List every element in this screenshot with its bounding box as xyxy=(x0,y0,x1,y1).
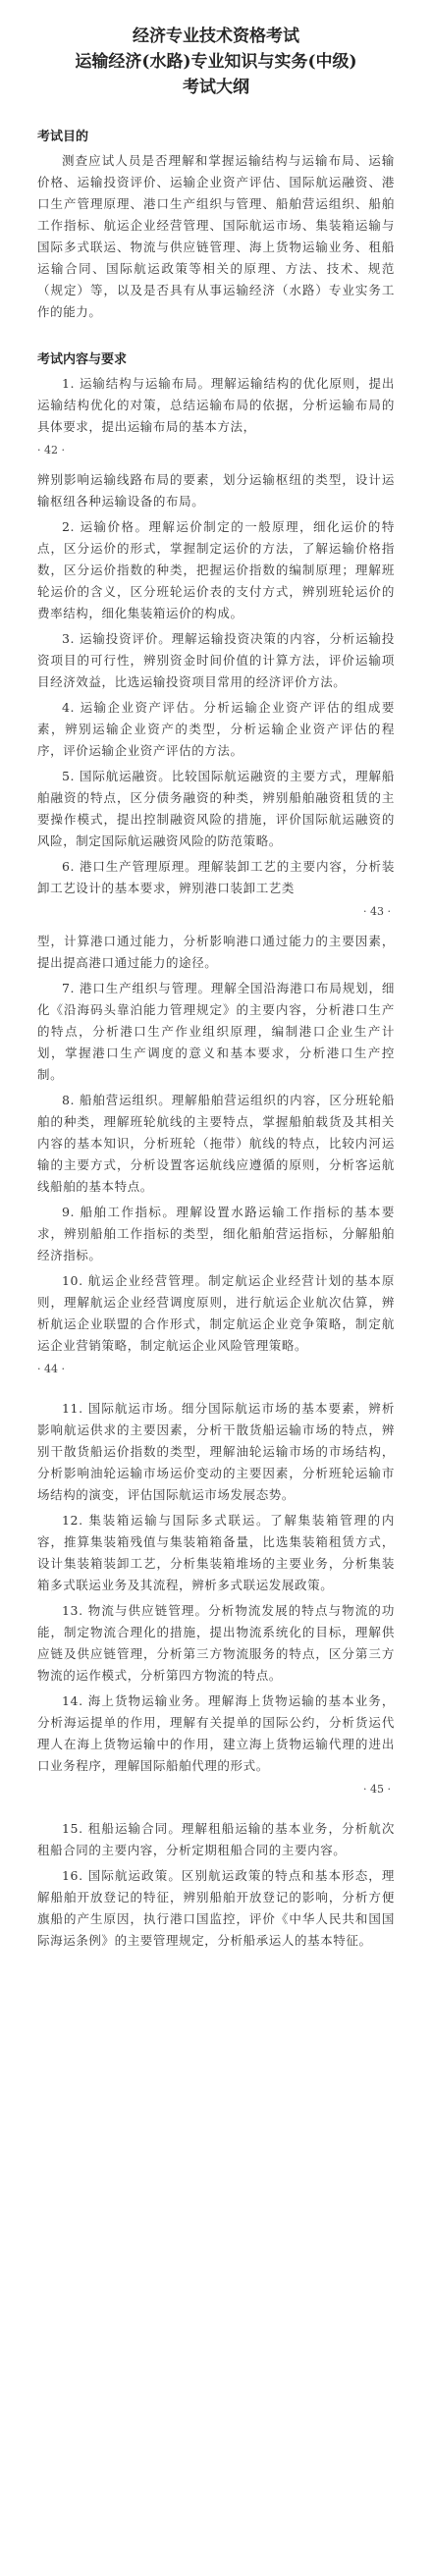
title-line-1: 经济专业技术资格考试 xyxy=(133,27,299,46)
purpose-paragraph: 测查应试人员是否理解和掌握运输结构与运输布局、运输价格、运输投资评价、运输企业资产评估、国际航运融资、港口生产管理原理、港口生产组织与管理、船舶营运组织、船舶工作指标、航运企业经营管理、国际航运市场、集装箱运输与国际多式联运、物流与供应链管理、海上货物运输业务、租船运输合同、国际航运政策等相关的原理、方法、技术、规范（规定）等，以及是否具有从事运输经济（水路）专业实务工作的能力。 xyxy=(37,153,395,319)
content-item-5: 5. 国际航运融资。比较国际航运融资的主要方式，理解船舶融资的特点，区分债务融资的种类，辨别船舶融资租赁的主要操作模式，提出控制融资风险的措施，评价国际航运融资的风险，制定国际航运融资风险的防范策略。 xyxy=(37,769,395,848)
content-item-10: 10. 航运企业经营管理。制定航运企业经营计划的基本原则，理解航运企业经营调度原则，进行航运企业航次估算，辨析航运企业联盟的合作形式，制定航运企业竞争策略，制定航运企业营销策略，制定航运企业风险管理策略。 xyxy=(37,1273,395,1353)
page-number-42: · 42 · xyxy=(37,444,65,456)
content-item-13: 13. 物流与供应链管理。分析物流发展的特点与物流的功能，制定物流合理化的措施，提出物流系统化的目标，理解供应链及供应链管理，分析第三方物流服务的特点，区分第三方物流的运作模式，分析第四方物流的特点。 xyxy=(37,1603,395,1683)
content-item-1: 1. 运输结构与运输布局。理解运输结构的优化原则，提出运输结构优化的对策，总结运输布局的依据，分析运输布局的具体要求，提出运输布局的基本方法， xyxy=(37,376,395,434)
content-item-6-continued: 型，计算港口通过能力，分析影响港口通过能力的主要因素，提出提高港口通过能力的途径。 xyxy=(37,934,395,970)
page-number-43: · 43 · xyxy=(363,905,391,918)
section-heading-purpose: 考试目的 xyxy=(37,130,89,144)
content-item-2: 2. 运输价格。理解运价制定的一般原理，细化运价的特点，区分运价的形式，掌握制定运价的方法，了解运输价格指数，区分运价指数的种类，把握运价指数的编制原理；理解班轮运价的含义，区分班轮运价表的支付方式，辨别班轮运价的费率结构，细化集装箱运价的构成。 xyxy=(37,519,395,620)
content-item-15: 15. 租船运输合同。理解租船运输的基本业务，分析航次租船合同的主要内容，分析定期租船合同的主要内容。 xyxy=(37,1821,395,1857)
content-item-4: 4. 运输企业资产评估。分析运输企业资产评估的组成要素，辨别运输企业资产的类型，分析运输企业资产评估的程序，评价运输企业资产评估的方法。 xyxy=(37,700,395,758)
content-item-1-continued: 辨别影响运输线路布局的要素，划分运输枢纽的类型，设计运输枢纽各种运输设备的布局。 xyxy=(37,472,395,509)
content-item-3: 3. 运输投资评价。理解运输投资决策的内容，分析运输投资项目的可行性，辨别资金时间价值的计算方法，评价运输项目经济效益，比选运输投资项目常用的经济评价方法。 xyxy=(37,631,395,689)
page-number-45: · 45 · xyxy=(363,1783,391,1796)
title-line-3: 考试大纲 xyxy=(183,78,249,97)
content-item-12: 12. 集装箱运输与国际多式联运。了解集装箱管理的内容，推算集装箱残值与集装箱箱备量，比选集装箱租赁方式，设计集装箱装卸工艺，分析集装箱堆场的主要业务，分析集装箱多式联运业务及其流程，辨析多式联运发展政策。 xyxy=(37,1513,395,1592)
section-heading-content: 考试内容与要求 xyxy=(37,352,128,367)
title-line-2: 运输经济(水路)专业知识与实务(中级) xyxy=(75,52,357,72)
content-item-16: 16. 国际航运政策。区别航运政策的特点和基本形态，理解船舶开放登记的特征，辨别船舶开放登记的影响，分析方便旗船的产生原因，执行港口国监控，评价《中华人民共和国国际海运条例》的主要管理规定，分析船承运人的基本特征。 xyxy=(37,1868,395,1948)
document-title xyxy=(37,24,395,100)
content-item-9: 9. 船舶工作指标。理解设置水路运输工作指标的基本要求，辨别船舶工作指标的类型，细化船舶营运指标，分解船舶经济指标。 xyxy=(37,1205,395,1262)
content-item-11: 11. 国际航运市场。细分国际航运市场的基本要素，辨析影响航运供求的主要因素，分析干散货船运输市场的特点，辨别干散货船运价指数的类型，理解油轮运输市场的市场结构，分析影响油轮运输市场运价变动的主要因素，分析班轮运输市场结构的演变，评估国际航运市场发展态势。 xyxy=(37,1401,395,1502)
content-item-14: 14. 海上货物运输业务。理解海上货物运输的基本业务，分析海运提单的作用，理解有关提单的国际公约，分析货运代理人在海上货物运输中的作用，建立海上货物运输代理的进出口业务程序，理解国际船舶代理的形式。 xyxy=(37,1693,395,1773)
content-item-6: 6. 港口生产管理原理。理解装卸工艺的主要内容，分析装卸工艺设计的基本要求，辨别港口装卸工艺类 xyxy=(37,859,395,895)
content-item-8: 8. 船舶营运组织。理解船舶营运组织的内容，区分班轮船舶的种类，理解班轮航线的主要特点，掌握船舶载货及其相关内容的基本知识，分析班轮（拖带）航线的特点，比较内河运输的主要方式，分析设置客运航线应遵循的原则，分析客运航线船舶的基本特点。 xyxy=(37,1093,395,1194)
page-number-44: · 44 · xyxy=(37,1363,65,1375)
content-item-7: 7. 港口生产组织与管理。理解全国沿海港口布局规划，细化《沿海码头靠泊能力管理规定》的主要内容，分析港口生产的特点，分析港口生产作业组织原理，编制港口企业生产计划，掌握港口生产调度的意义和基本要求，分析港口生产控制。 xyxy=(37,981,395,1082)
